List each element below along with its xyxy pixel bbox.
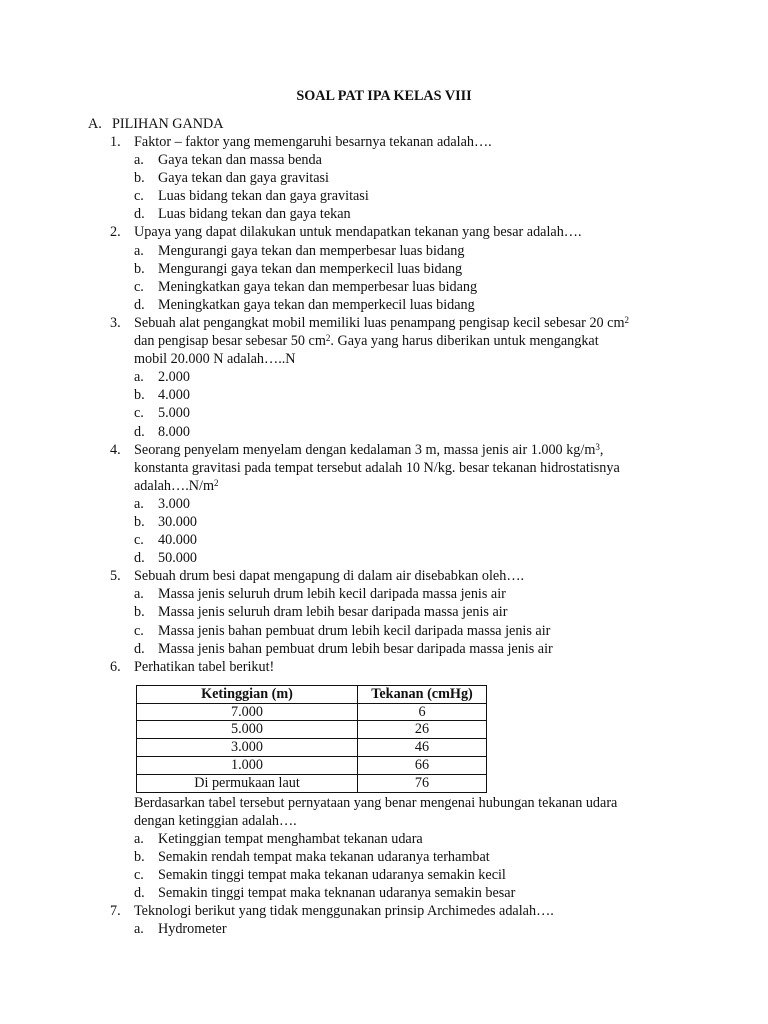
page-title: SOAL PAT IPA KELAS VIII <box>296 88 472 104</box>
superscript: 2 <box>624 314 630 325</box>
option-c <box>134 531 690 549</box>
question-text: adalah….N/m <box>134 477 214 494</box>
table-row <box>137 703 487 721</box>
option-letter: d. <box>134 640 145 657</box>
question-text: Upaya yang dapat dilakukan untuk mendapatkan tekanan yang besar adalah…. <box>134 224 582 241</box>
question-7 <box>110 902 690 938</box>
option-a <box>134 242 690 260</box>
option-text: Massa jenis bahan pembuat drum lebih kecil daripada massa jenis air <box>158 622 551 639</box>
question-number: 6. <box>110 658 121 675</box>
question-2 <box>110 223 690 313</box>
option-text: 8.000 <box>158 423 190 440</box>
table-cell: 26 <box>358 721 487 739</box>
option-text: Ketinggian tempat menghambat tekanan udara <box>158 830 423 847</box>
question-1 <box>110 133 690 223</box>
data-table <box>136 685 487 793</box>
option-d <box>134 205 690 223</box>
option-d <box>134 640 690 658</box>
option-letter: c. <box>134 866 144 883</box>
option-letter: b. <box>134 513 145 530</box>
option-a <box>134 368 690 386</box>
option-a <box>134 151 690 169</box>
option-c <box>134 187 690 205</box>
option-text: 2.000 <box>158 369 190 386</box>
option-text: Massa jenis seluruh drum lebih kecil daripada massa jenis air <box>158 586 506 603</box>
question-text-line <box>134 314 690 332</box>
table-header-row <box>137 685 487 703</box>
question-text: dan pengisap besar sebesar 50 cm <box>134 333 326 350</box>
option-text: Gaya tekan dan massa benda <box>158 152 322 169</box>
table-cell: 66 <box>358 757 487 775</box>
option-text: 4.000 <box>158 387 190 404</box>
option-text: Luas bidang tekan dan gaya gravitasi <box>158 188 369 205</box>
option-letter: b. <box>134 260 145 277</box>
option-letter: b. <box>134 387 145 404</box>
option-b <box>134 513 690 531</box>
question-6 <box>110 658 690 902</box>
question-text-line: dengan ketinggian adalah…. <box>134 812 297 829</box>
option-letter: b. <box>134 604 145 621</box>
section-heading <box>88 115 224 133</box>
question-text-line <box>134 332 690 350</box>
option-text: Hydrometer <box>158 921 227 938</box>
option-text: Mengurangi gaya tekan dan memperkecil luas bidang <box>158 260 463 277</box>
option-c <box>134 866 690 884</box>
question-text: Teknologi berikut yang tidak menggunakan prinsip Archimedes adalah…. <box>134 903 554 920</box>
option-d <box>134 884 690 902</box>
question-number: 7. <box>110 903 121 920</box>
table-cell: 3.000 <box>137 739 358 757</box>
table-cell: 7.000 <box>137 703 358 721</box>
option-text: 40.000 <box>158 532 198 549</box>
question-number: 1. <box>110 134 121 150</box>
question-text-line: konstanta gravitasi pada tempat tersebut adalah 10 N/kg. besar tekanan hidrostatisnya <box>134 459 620 476</box>
table-row <box>137 757 487 775</box>
question-text: Sebuah drum besi dapat mengapung di dalam air disebabkan oleh…. <box>134 568 525 585</box>
option-letter: a. <box>134 830 144 847</box>
option-b <box>134 848 690 866</box>
option-letter: d. <box>134 423 145 440</box>
question-text: Faktor – faktor yang memengaruhi besarnya tekanan adalah…. <box>134 134 492 150</box>
option-letter: c. <box>134 188 144 205</box>
option-d <box>134 549 690 567</box>
table-cell: 5.000 <box>137 721 358 739</box>
option-letter: a. <box>134 586 144 603</box>
option-letter: c. <box>134 405 144 422</box>
option-letter: b. <box>134 170 145 187</box>
option-text: Semakin tinggi tempat maka tekanan udaranya semakin kecil <box>158 866 506 883</box>
table-row <box>137 774 487 792</box>
option-letter: d. <box>134 885 145 902</box>
option-d <box>134 423 690 441</box>
question-text-line: mobil 20.000 N adalah…..N <box>134 351 296 368</box>
option-c <box>134 622 690 640</box>
option-text: 50.000 <box>158 550 198 567</box>
question-text-line <box>134 477 690 495</box>
table-header: Tekanan (cmHg) <box>358 685 487 703</box>
question-number: 5. <box>110 568 121 585</box>
option-a <box>134 920 690 938</box>
question-text: Sebuah alat pengangkat mobil memiliki luas penampang pengisap kecil sebesar 20 cm <box>134 314 625 331</box>
option-letter: d. <box>134 296 145 313</box>
question-text: , <box>599 441 604 458</box>
option-letter: c. <box>134 532 144 549</box>
table-row <box>137 721 487 739</box>
option-a <box>134 830 690 848</box>
table-header: Ketinggian (m) <box>137 685 358 703</box>
question-number: 4. <box>110 441 121 458</box>
question-5 <box>110 567 690 657</box>
option-text: Semakin rendah tempat maka tekanan udaranya terhambat <box>158 848 490 865</box>
question-text: Perhatikan tabel berikut! <box>134 658 275 675</box>
option-text: 30.000 <box>158 513 198 530</box>
question-4 <box>110 441 690 568</box>
superscript: 2 <box>213 477 219 488</box>
option-d <box>134 296 690 314</box>
option-text: Gaya tekan dan gaya gravitasi <box>158 170 329 187</box>
option-b <box>134 169 690 187</box>
option-text: Massa jenis bahan pembuat drum lebih besar daripada massa jenis air <box>158 640 553 657</box>
option-text: Meningkatkan gaya tekan dan memperbesar luas bidang <box>158 278 478 295</box>
table-row <box>137 739 487 757</box>
option-letter: a. <box>134 369 144 386</box>
superscript: 3 <box>595 441 600 452</box>
superscript: 2 <box>325 333 331 344</box>
option-letter: a. <box>134 495 144 512</box>
option-text: Mengurangi gaya tekan dan memperbesar luas bidang <box>158 242 465 259</box>
option-letter: c. <box>134 622 144 639</box>
section-letter: A. <box>88 116 102 132</box>
table-cell: Di permukaan laut <box>137 774 358 792</box>
option-b <box>134 260 690 278</box>
option-letter: d. <box>134 206 145 223</box>
option-c <box>134 278 690 296</box>
option-text: 5.000 <box>158 405 190 422</box>
question-text: Seorang penyelam menyelam dengan kedalaman 3 m, massa jenis air 1.000 kg/m <box>134 441 596 458</box>
question-text-line <box>134 441 690 459</box>
question-text-line: Berdasarkan tabel tersebut pernyataan yang benar mengenai hubungan tekanan udara <box>134 794 618 811</box>
option-letter: b. <box>134 848 145 865</box>
question-3 <box>110 314 690 441</box>
option-a <box>134 585 690 603</box>
section-label: PILIHAN GANDA <box>112 116 224 132</box>
option-b <box>134 603 690 621</box>
table-cell: 6 <box>358 703 487 721</box>
table-cell: 46 <box>358 739 487 757</box>
option-text: 3.000 <box>158 495 190 512</box>
option-letter: a. <box>134 921 144 938</box>
question-text: . Gaya yang harus diberikan untuk mengangkat <box>330 333 599 350</box>
option-text: Massa jenis seluruh dram lebih besar daripada massa jenis air <box>158 604 508 621</box>
question-number: 2. <box>110 224 121 241</box>
option-text: Meningkatkan gaya tekan dan memperkecil luas bidang <box>158 296 475 313</box>
option-letter: a. <box>134 242 144 259</box>
table-cell: 1.000 <box>137 757 358 775</box>
question-number: 3. <box>110 314 121 331</box>
option-letter: d. <box>134 550 145 567</box>
table-cell: 76 <box>358 774 487 792</box>
option-a <box>134 495 690 513</box>
option-b <box>134 386 690 404</box>
option-letter: c. <box>134 278 144 295</box>
question-list <box>110 133 690 938</box>
option-letter: a. <box>134 152 144 169</box>
option-text: Semakin tinggi tempat maka teknanan udaranya semakin besar <box>158 885 516 902</box>
option-c <box>134 404 690 422</box>
option-text: Luas bidang tekan dan gaya tekan <box>158 206 351 223</box>
